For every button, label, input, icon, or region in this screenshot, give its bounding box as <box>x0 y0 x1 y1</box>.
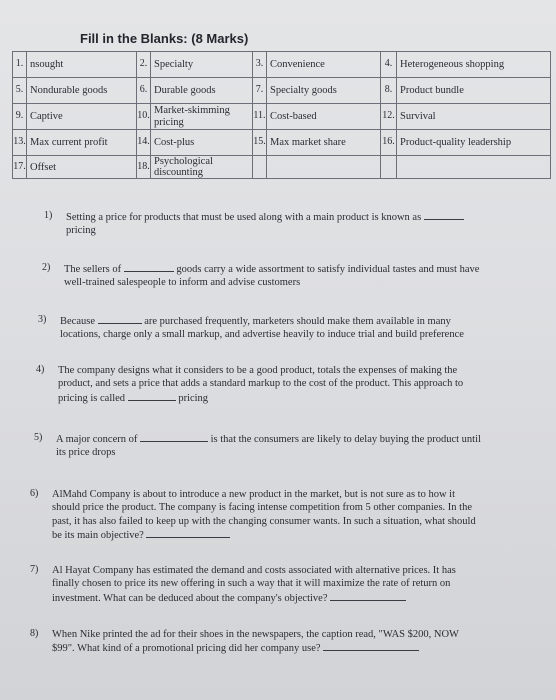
answer-blank[interactable] <box>124 262 174 272</box>
question-text: should price the product. The company is facing intense competition from 5 other companies. In the <box>52 502 472 514</box>
word-bank-term: Product-quality leadership <box>397 130 551 156</box>
question-text: pricing is called <box>58 392 126 404</box>
word-bank-number: 4. <box>381 52 397 78</box>
question-number: 7) <box>30 564 39 575</box>
answer-blank[interactable] <box>140 432 208 442</box>
word-bank-term <box>397 156 551 179</box>
word-bank-row <box>13 156 551 179</box>
word-bank-number: 6. <box>137 78 151 104</box>
word-bank-term: Product bundle <box>397 78 551 104</box>
question-number: 6) <box>30 488 39 499</box>
word-bank-number: 17. <box>13 156 27 179</box>
word-bank-number <box>381 156 397 179</box>
answer-blank[interactable] <box>330 591 406 601</box>
word-bank-number: 9. <box>13 104 27 130</box>
question-text: Al Hayat Company has estimated the demand and costs associated with alternative prices. It has <box>52 565 456 576</box>
question-text: Setting a price for products that must be used along with a main product is known as <box>66 212 422 223</box>
question-1 <box>44 210 546 238</box>
question-text: investment. What can be deduced about the company's objective? <box>52 592 328 604</box>
word-bank-number: 8. <box>381 78 397 104</box>
question-2 <box>42 262 546 290</box>
question-text: be its main objective? <box>52 530 144 542</box>
question-text: product, and sets a price that adds a standard markup to the cost of the product. This approach to <box>58 378 464 390</box>
word-bank-number: 1. <box>13 52 27 78</box>
word-bank-number: 11. <box>253 104 267 130</box>
word-bank-term: Cost-based <box>267 104 381 130</box>
question-number: 5) <box>34 432 43 443</box>
question-text: $99". What kind of a promotional pricing did her company use? <box>52 643 321 655</box>
word-bank-term: Max current profit <box>27 130 137 156</box>
word-bank-term: Specialty goods <box>267 78 381 104</box>
word-bank-term: Market-skimming pricing <box>151 104 253 130</box>
word-bank-term: Heterogeneous shopping <box>397 52 551 78</box>
word-bank-number: 14. <box>137 130 151 156</box>
answer-blank[interactable] <box>128 391 176 401</box>
answer-blank[interactable] <box>424 210 464 220</box>
word-bank-row <box>13 78 551 104</box>
question-6 <box>30 488 546 543</box>
question-text: AlMahd Company is about to introduce a new product in the market, but is not sure as to how it <box>52 489 456 500</box>
question-text: pricing <box>66 225 96 237</box>
word-bank-term: Cost-plus <box>151 130 253 156</box>
word-bank-number: 7. <box>253 78 267 104</box>
answer-blank[interactable] <box>146 528 230 538</box>
word-bank-number: 3. <box>253 52 267 78</box>
word-bank-term: Convenience <box>267 52 381 78</box>
word-bank-term: Captive <box>27 104 137 130</box>
word-bank-number: 13. <box>13 130 27 156</box>
question-text: well-trained salespeople to inform and advise customers <box>64 277 301 289</box>
word-bank-number: 18. <box>137 156 151 179</box>
question-7 <box>30 564 546 605</box>
question-text: is that the consumers are likely to delay buying the product until <box>210 434 481 445</box>
question-text: pricing <box>178 392 209 404</box>
word-bank-number: 5. <box>13 78 27 104</box>
question-text: locations, charge only a small markup, and advertise heavily to induce trial and build preference <box>60 329 464 341</box>
question-text: its price drops <box>56 447 116 459</box>
word-bank-term: Psychological discounting <box>151 156 253 179</box>
word-bank-number: 2. <box>137 52 151 78</box>
question-text: Because <box>60 316 95 327</box>
answer-blank[interactable] <box>323 641 419 651</box>
question-text: are purchased frequently, marketers should make them available in many <box>144 316 451 327</box>
question-text: goods carry a wide assortment to satisfy individual tastes and must have <box>176 264 480 275</box>
word-bank-term: Max market share <box>267 130 381 156</box>
word-bank-term: Offset <box>27 156 137 179</box>
question-text: The sellers of <box>64 264 122 275</box>
word-bank-row <box>13 104 551 130</box>
question-3 <box>38 314 546 342</box>
question-5 <box>34 432 546 460</box>
question-text: A major concern of <box>56 434 138 445</box>
question-text: The company designs what it considers to be a good product, totals the expenses of making the <box>58 365 458 376</box>
section-heading: Fill in the Blanks: (8 Marks) <box>80 31 249 46</box>
question-number: 1) <box>44 210 53 221</box>
word-bank-number: 16. <box>381 130 397 156</box>
question-text: finally chosen to price its new offering in such a way that it will maximize the rate of return on <box>52 578 451 590</box>
question-number: 4) <box>36 364 45 375</box>
word-bank-number: 15. <box>253 130 267 156</box>
word-bank-row <box>13 130 551 156</box>
word-bank-number <box>253 156 267 179</box>
question-text: past, it has also failed to keep up with the changing consumer wants. In such a situation, what should <box>52 515 476 527</box>
question-text: When Nike printed the ad for their shoes in the newspapers, the caption read, "WAS $200, NOW <box>52 629 459 640</box>
word-bank-table <box>12 51 551 179</box>
word-bank-term: nsought <box>27 52 137 78</box>
question-number: 3) <box>38 314 47 325</box>
answer-blank[interactable] <box>98 314 142 324</box>
word-bank-term: Specialty <box>151 52 253 78</box>
question-number: 8) <box>30 628 39 639</box>
word-bank-number: 10. <box>137 104 151 130</box>
word-bank-term <box>267 156 381 179</box>
word-bank-term: Durable goods <box>151 78 253 104</box>
question-4 <box>36 364 546 405</box>
question-8 <box>30 628 546 656</box>
word-bank-row <box>13 52 551 78</box>
word-bank-term: Survival <box>397 104 551 130</box>
question-number: 2) <box>42 262 51 273</box>
word-bank-number: 12. <box>381 104 397 130</box>
word-bank-term: Nondurable goods <box>27 78 137 104</box>
